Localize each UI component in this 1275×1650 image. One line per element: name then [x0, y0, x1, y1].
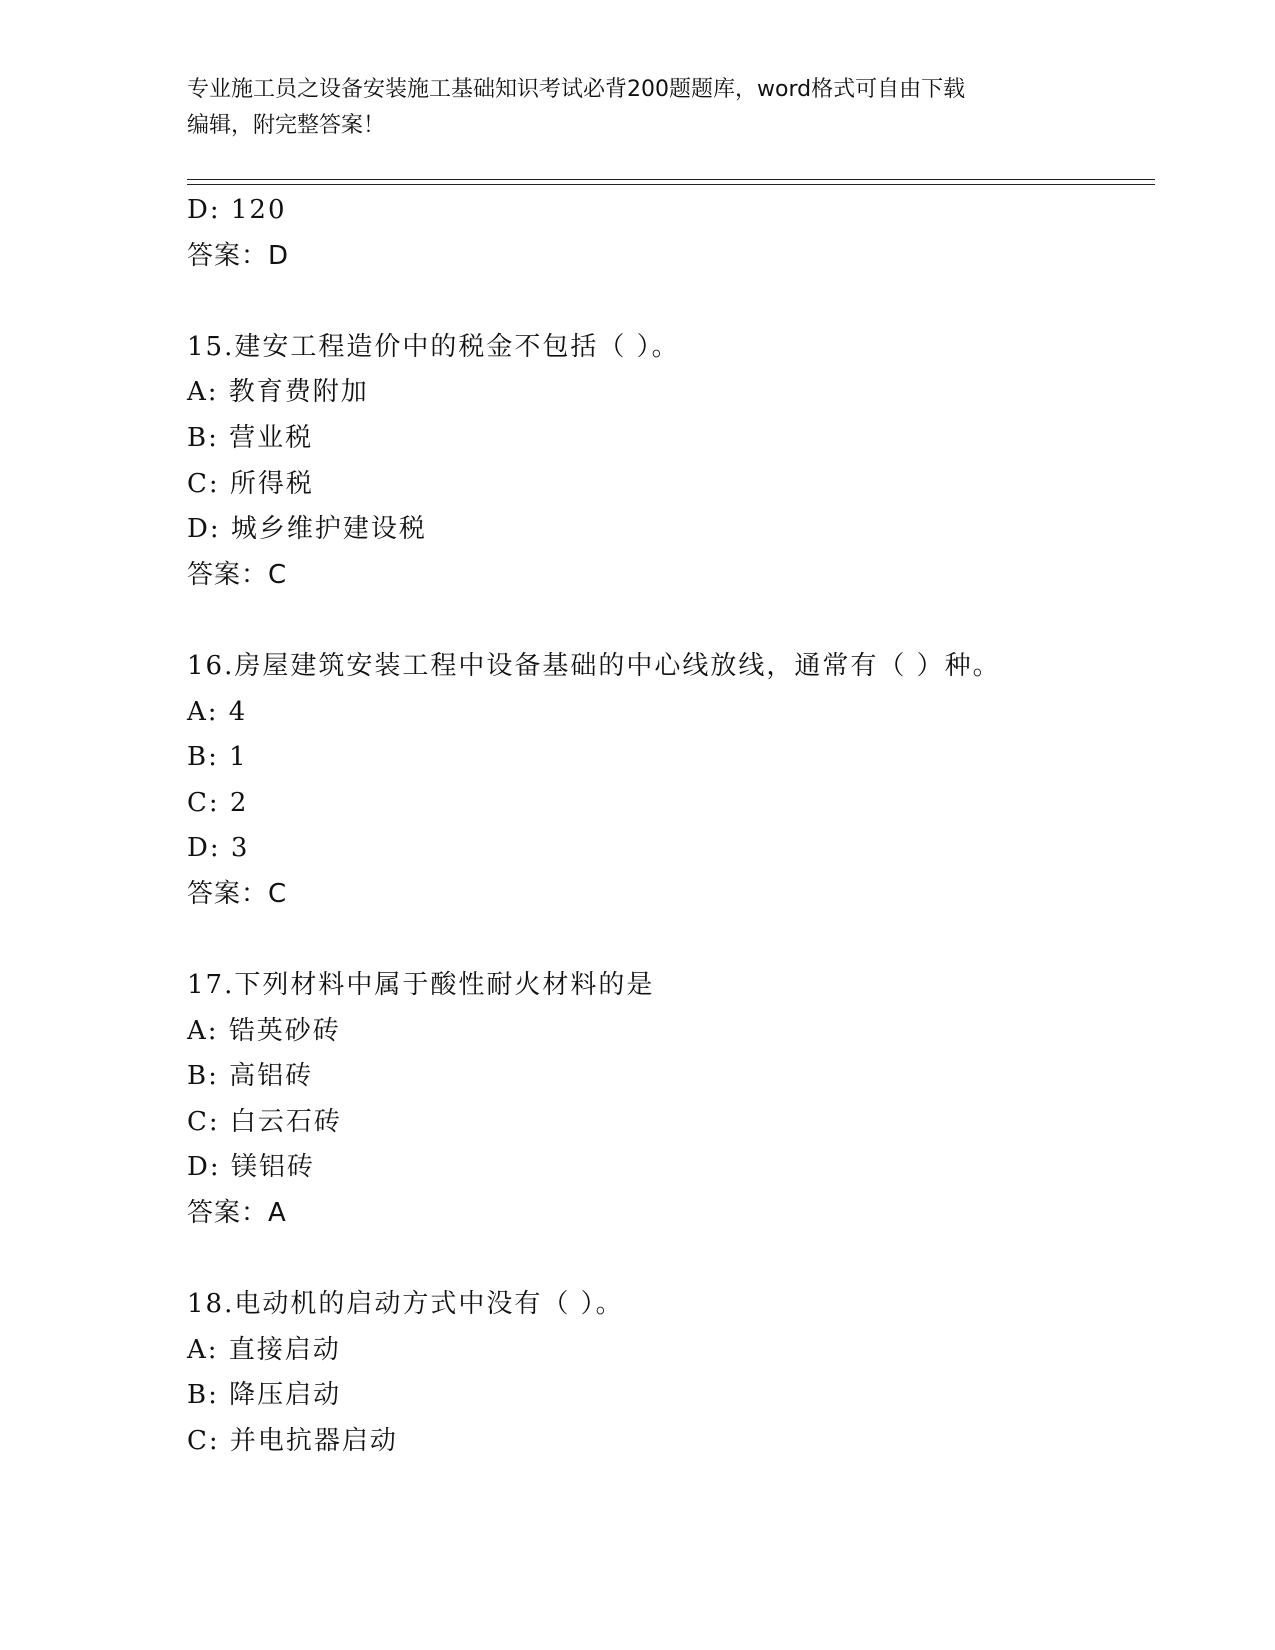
question-stem: 16.房屋建筑安装工程中设备基础的中心线放线，通常有（ ）种。	[187, 650, 1001, 681]
page-header	[187, 72, 1087, 144]
option-a: A: 锆英砂砖	[187, 1015, 341, 1046]
question-16	[187, 644, 1155, 918]
question-15	[187, 325, 1155, 599]
header-divider-bottom	[187, 184, 1155, 185]
option-a: A: 4	[187, 696, 248, 727]
option-c: C: 2	[187, 787, 249, 818]
option-c: C: 并电抗器启动	[187, 1426, 398, 1457]
option-d: D: 120	[187, 195, 287, 225]
option-a: A: 直接启动	[187, 1334, 341, 1365]
option-b: B: 1	[187, 742, 248, 773]
spacer	[187, 279, 1155, 325]
option-d: D: 镁铝砖	[187, 1152, 315, 1183]
answer-line: 答案：A	[187, 1198, 287, 1229]
previous-question-tail	[187, 188, 1155, 279]
question-stem: 17.下列材料中属于酸性耐火材料的是	[187, 970, 655, 1001]
spacer	[187, 918, 1155, 964]
spacer	[187, 598, 1155, 644]
question-stem: 18.电动机的启动方式中没有（ ）。	[187, 1289, 624, 1320]
question-stem: 15.建安工程造价中的税金不包括（ ）。	[187, 331, 680, 362]
option-b: B: 降压启动	[187, 1380, 342, 1411]
header-divider-top	[187, 179, 1155, 180]
answer-line: 答案：D	[187, 240, 290, 271]
spacer	[187, 1237, 1155, 1283]
question-17	[187, 963, 1155, 1237]
option-b: B: 营业税	[187, 422, 314, 453]
header-title-line-1: 专业施工员之设备安装施工基础知识考试必背200题题库，word格式可自由下载	[187, 77, 966, 102]
option-d: D: 城乡维护建设税	[187, 514, 427, 545]
header-title-line-2: 编辑，附完整答案！	[187, 113, 386, 138]
option-b: B: 高铝砖	[187, 1061, 314, 1092]
option-c: C: 所得税	[187, 468, 314, 499]
answer-line: 答案：C	[187, 878, 288, 909]
option-d: D: 3	[187, 833, 250, 864]
question-list	[187, 188, 1155, 1465]
answer-line: 答案：C	[187, 559, 288, 590]
option-c: C: 白云石砖	[187, 1106, 342, 1137]
question-18	[187, 1282, 1155, 1464]
option-a: A: 教育费附加	[187, 377, 369, 408]
